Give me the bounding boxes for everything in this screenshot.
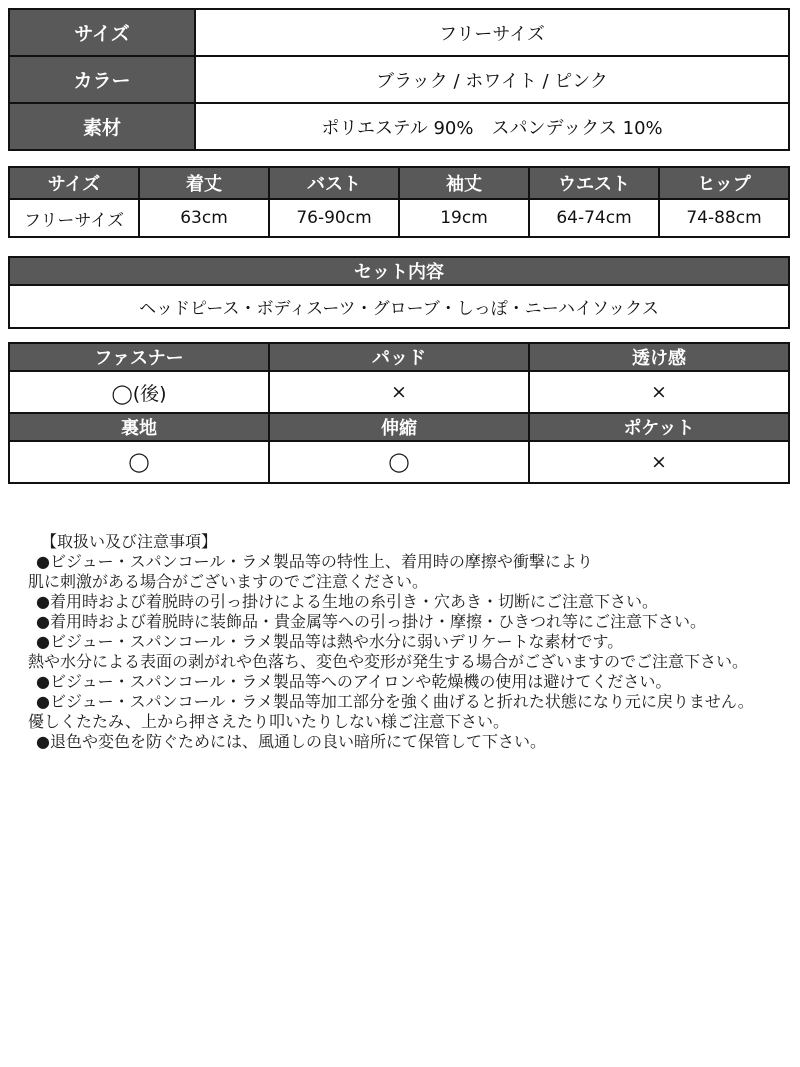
spec-value-color: ブラック / ホワイト / ピンク xyxy=(195,56,789,103)
care-notes xyxy=(8,532,790,752)
spec-table xyxy=(8,8,790,151)
cell-lining: ◯ xyxy=(9,441,269,483)
cell-bust: 76-90cm xyxy=(269,199,399,237)
table-header-row xyxy=(9,343,789,371)
cell-pocket: × xyxy=(529,441,789,483)
measurement-table xyxy=(8,166,790,238)
table-row xyxy=(9,9,789,56)
care-note-line: ●ビジュー・スパンコール・ラメ製品等は熱や水分に弱いデリケートな素材です。 xyxy=(36,632,624,651)
cell-pad: × xyxy=(269,371,529,413)
spec-label-color: カラー xyxy=(9,56,195,103)
table-row xyxy=(9,199,789,237)
table-row xyxy=(9,103,789,150)
col-header-sheerness: 透け感 xyxy=(529,343,789,371)
care-note-line: ●着用時および着脱時の引っ掛けによる生地の糸引き・穴あき・切断にご注意下さい。 xyxy=(36,592,658,611)
col-header-sleeve: 袖丈 xyxy=(399,167,529,199)
care-note-line: 肌に刺激がある場合がございますのでご注意ください。 xyxy=(28,572,429,591)
spec-label-material: 素材 xyxy=(9,103,195,150)
col-header-length: 着丈 xyxy=(139,167,269,199)
col-header-fastener: ファスナー xyxy=(9,343,269,371)
table-header-row xyxy=(9,413,789,441)
care-note-line: 熱や水分による表面の剥がれや色落ち、変色や変形が発生する場合がございますのでご注意下さい。 xyxy=(28,652,749,671)
col-header-lining: 裏地 xyxy=(9,413,269,441)
care-note-line: ●ビジュー・スパンコール・ラメ製品等加工部分を強く曲げると折れた状態になり元に戻りません。 xyxy=(36,692,754,711)
table-header-row xyxy=(9,167,789,199)
cell-stretch: ◯ xyxy=(269,441,529,483)
col-header-pad: パッド xyxy=(269,343,529,371)
col-header-bust: バスト xyxy=(269,167,399,199)
care-note-line: ●着用時および着脱時に装飾品・貴金属等への引っ掛け・摩擦・ひきつれ等にご注意下さい。 xyxy=(36,612,706,631)
care-note-line: 優しくたたみ、上から押さえたり叩いたりしない様ご注意下さい。 xyxy=(28,712,509,731)
col-header-size: サイズ xyxy=(9,167,139,199)
care-note-line: ●ビジュー・スパンコール・ラメ製品等へのアイロンや乾燥機の使用は避けてください。 xyxy=(36,672,672,691)
set-contents-value: ヘッドピース・ボディスーツ・グローブ・しっぽ・ニーハイソックス xyxy=(9,285,789,328)
col-header-pocket: ポケット xyxy=(529,413,789,441)
cell-waist: 64-74cm xyxy=(529,199,659,237)
care-note-line: ●退色や変色を防ぐためには、風通しの良い暗所にて保管して下さい。 xyxy=(36,732,546,751)
set-contents-header: セット内容 xyxy=(9,257,789,285)
spec-value-material: ポリエステル 90% スパンデックス 10% xyxy=(195,103,789,150)
spec-label-size: サイズ xyxy=(9,9,195,56)
care-note-line: ●ビジュー・スパンコール・ラメ製品等の特性上、着用時の摩擦や衝撃により xyxy=(36,552,593,571)
cell-length: 63cm xyxy=(139,199,269,237)
table-row xyxy=(9,441,789,483)
table-row xyxy=(9,56,789,103)
cell-hip: 74-88cm xyxy=(659,199,789,237)
table-row xyxy=(9,371,789,413)
care-notes-title: 【取扱い及び注意事項】 xyxy=(41,532,218,551)
col-header-hip: ヒップ xyxy=(659,167,789,199)
table-row xyxy=(9,285,789,328)
table-header-row xyxy=(9,257,789,285)
set-contents-table xyxy=(8,256,790,329)
cell-sleeve: 19cm xyxy=(399,199,529,237)
cell-size: フリーサイズ xyxy=(9,199,139,237)
cell-fastener: ◯(後) xyxy=(9,371,269,413)
feature-table xyxy=(8,342,790,484)
col-header-stretch: 伸縮 xyxy=(269,413,529,441)
col-header-waist: ウエスト xyxy=(529,167,659,199)
spec-value-size: フリーサイズ xyxy=(195,9,789,56)
cell-sheerness: × xyxy=(529,371,789,413)
